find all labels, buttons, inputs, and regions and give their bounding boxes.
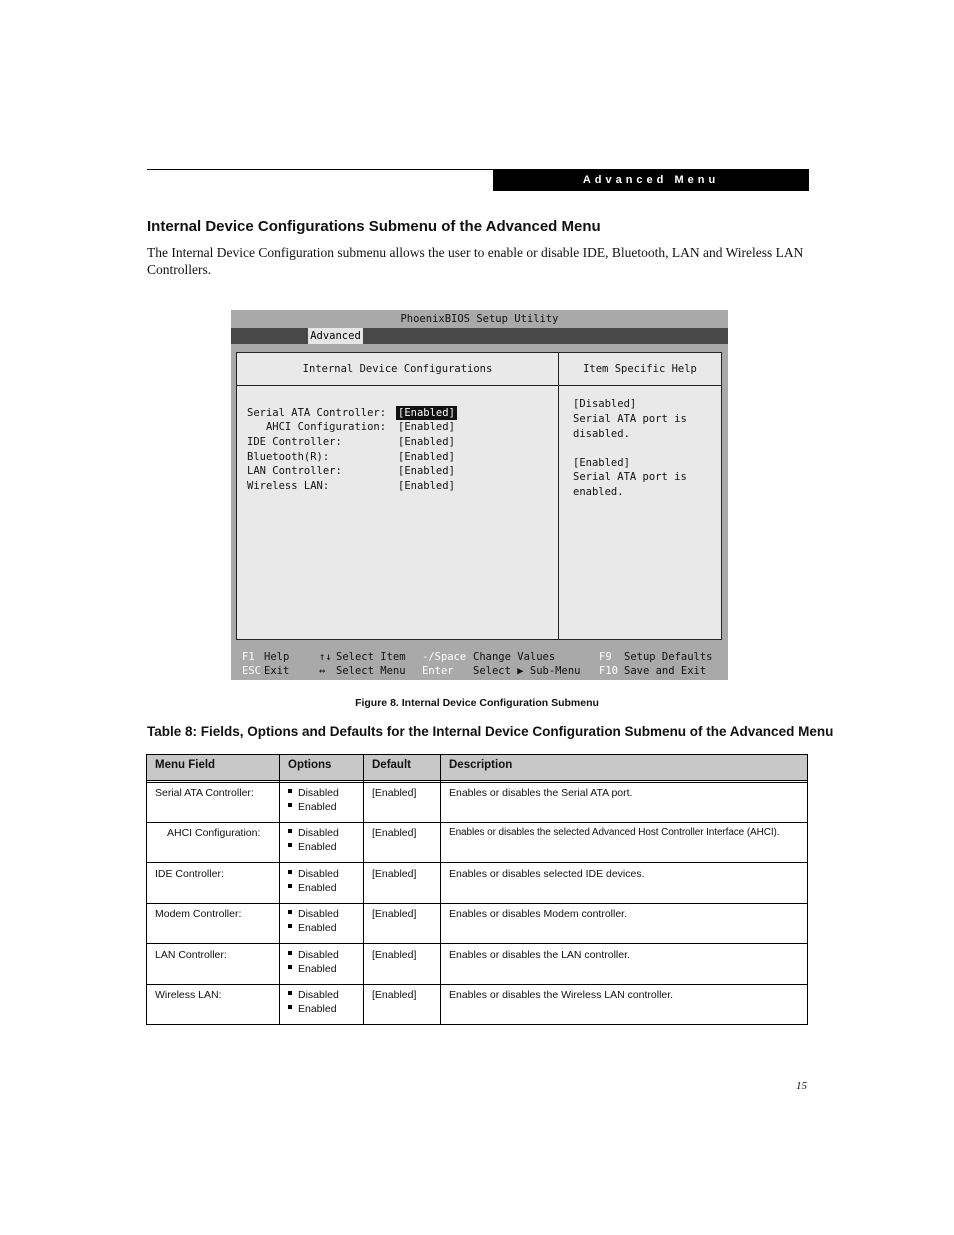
key-desc-help: Help (264, 651, 290, 663)
header-menu-field: Menu Field (155, 759, 216, 771)
table-cell-field: AHCI Configuration: (167, 827, 261, 839)
table-header-rule (147, 780, 807, 783)
figure-caption: Figure 8. Internal Device Configuration Submenu (355, 697, 599, 709)
table-cell-option: Enabled (288, 921, 337, 935)
table-cell-option: Enabled (288, 800, 337, 814)
table-cell-field: Wireless LAN: (155, 989, 222, 1001)
arrows-leftright-icon: ↔ (319, 665, 326, 677)
table-cell-default: [Enabled] (372, 787, 417, 799)
header-description: Description (449, 759, 513, 771)
help-line: disabled. (573, 428, 630, 440)
table-cell-field: Modem Controller: (155, 908, 242, 920)
row-divider (147, 822, 807, 823)
table-cell-field: Serial ATA Controller: (155, 787, 254, 799)
header-rule (147, 169, 493, 170)
help-title: Item Specific Help (583, 363, 697, 375)
table-cell-option: Disabled (288, 948, 339, 962)
help-line: Serial ATA port is (573, 471, 687, 483)
help-line: [Disabled] (573, 398, 637, 410)
page-number: 15 (796, 1080, 807, 1092)
table-cell-description: Enables or disables the Serial ATA port. (449, 787, 633, 799)
arrows-updown-icon: ↑↓ (319, 651, 332, 663)
panel-divider (558, 353, 559, 639)
table-cell-option: Enabled (288, 1002, 337, 1016)
bios-title: PhoenixBIOS Setup Utility (400, 313, 559, 325)
table-cell-default: [Enabled] (372, 827, 417, 839)
field-label-lan: LAN Controller: (247, 465, 342, 477)
tab-advanced[interactable]: Advanced (308, 328, 363, 344)
field-value-wireless-lan[interactable]: [Enabled] (398, 480, 455, 492)
table-cell-option: Disabled (288, 867, 339, 881)
help-line: enabled. (573, 486, 624, 498)
panel-title: Internal Device Configurations (302, 363, 493, 375)
key-f1: F1 (242, 651, 255, 663)
bios-menubar (231, 328, 728, 344)
table-cell-option: Enabled (288, 840, 337, 854)
field-value-lan[interactable]: [Enabled] (398, 465, 455, 477)
key-desc-select-menu: Select Menu (336, 665, 406, 677)
table-cell-option: Enabled (288, 962, 337, 976)
table-cell-field: LAN Controller: (155, 949, 227, 961)
field-label-ahci: AHCI Configuration: (247, 421, 387, 433)
field-label-bluetooth: Bluetooth(R): (247, 451, 330, 463)
section-header-bar: Advanced Menu (493, 169, 809, 191)
section-title: Internal Device Configurations Submenu of the Advanced Menu (147, 218, 601, 235)
key-minus-space: -/Space (422, 651, 467, 663)
key-f9: F9 (599, 651, 612, 663)
table-cell-option: Disabled (288, 786, 339, 800)
table-cell-description: Enables or disables the LAN controller. (449, 949, 630, 961)
table-cell-description: Enables or disables the Wireless LAN controller. (449, 989, 674, 1001)
table-cell-option: Disabled (288, 907, 339, 921)
field-label-serial-ata: Serial ATA Controller: (247, 407, 387, 419)
table-cell-option: Disabled (288, 826, 339, 840)
key-desc-select-item: Select Item (336, 651, 406, 663)
key-enter: Enter (422, 665, 454, 677)
table-cell-description: Enables or disables the selected Advanced Host Controller Interface (AHCI). (449, 827, 780, 838)
header-options: Options (288, 759, 332, 771)
key-desc-exit: Exit (264, 665, 290, 677)
table-cell-default: [Enabled] (372, 989, 417, 1001)
table-cell-option: Disabled (288, 988, 339, 1002)
table-cell-default: [Enabled] (372, 908, 417, 920)
row-divider (147, 862, 807, 863)
field-value-ahci[interactable]: [Enabled] (398, 421, 455, 433)
bios-screen (231, 310, 728, 680)
key-desc-select-submenu: Select ▶ Sub-Menu (473, 665, 581, 677)
table-title: Table 8: Fields, Options and Defaults for the Internal Device Configuration Submenu of the Advanced Menu (147, 724, 834, 739)
panel-title-divider (237, 385, 721, 386)
table-cell-field: IDE Controller: (155, 868, 224, 880)
header-default: Default (372, 759, 411, 771)
table-cell-default: [Enabled] (372, 868, 417, 880)
key-desc-setup-defaults: Setup Defaults (624, 651, 713, 663)
options-table (146, 754, 808, 1025)
bios-key-legend (231, 647, 728, 680)
table-cell-description: Enables or disables selected IDE devices. (449, 868, 645, 880)
help-line: [Enabled] (573, 457, 630, 469)
help-line: Serial ATA port is (573, 413, 687, 425)
key-f10: F10 (599, 665, 618, 677)
key-esc: ESC (242, 665, 261, 677)
field-label-ide: IDE Controller: (247, 436, 342, 448)
table-cell-default: [Enabled] (372, 949, 417, 961)
intro-paragraph: The Internal Device Configuration submenu allows the user to enable or disable IDE, Bluetooth, LAN and Wireless LAN Controllers. (147, 245, 804, 277)
field-value-bluetooth[interactable]: [Enabled] (398, 451, 455, 463)
row-divider (147, 984, 807, 985)
table-cell-description: Enables or disables Modem controller. (449, 908, 628, 920)
bios-main-panel (236, 352, 722, 640)
field-value-ide[interactable]: [Enabled] (398, 436, 455, 448)
table-cell-option: Enabled (288, 881, 337, 895)
key-desc-change-values: Change Values (473, 651, 556, 663)
row-divider (147, 903, 807, 904)
field-label-wireless-lan: Wireless LAN: (247, 480, 330, 492)
row-divider (147, 943, 807, 944)
key-desc-save-exit: Save and Exit (624, 665, 707, 677)
field-value-serial-ata[interactable]: [Enabled] (398, 407, 455, 419)
